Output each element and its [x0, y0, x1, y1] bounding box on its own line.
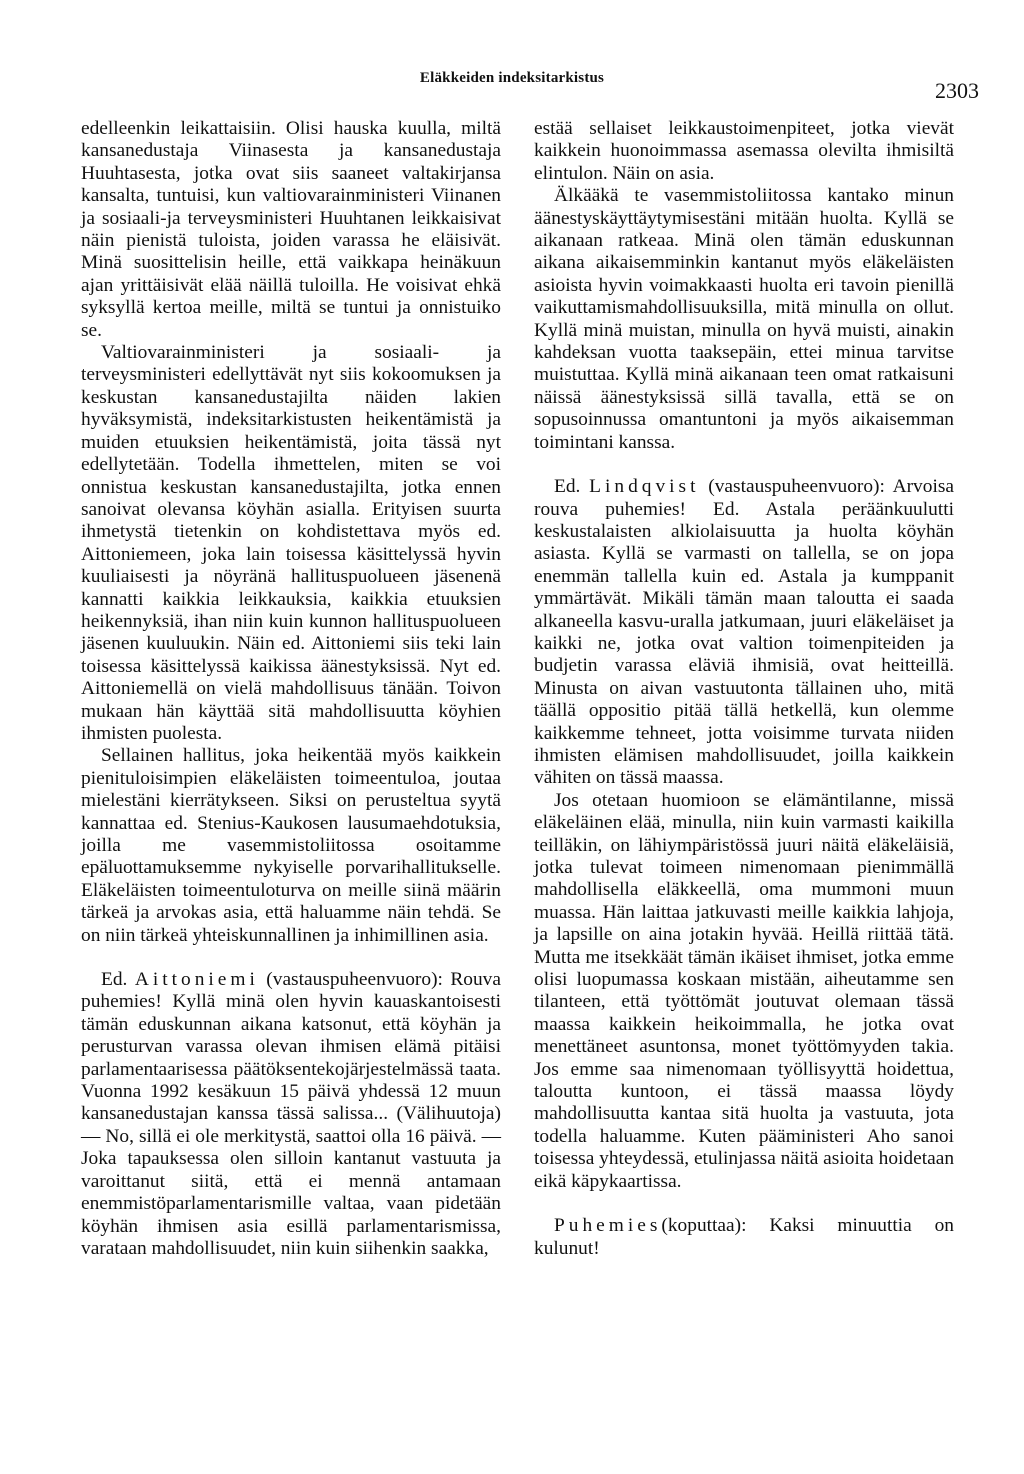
speaker-name: Aittoniemi [134, 969, 259, 991]
paragraph: estää sellaiset leikkaustoimenpiteet, jotka vievät kaikkein huonoimmassa asemassa olevilta ihmisiltä elintulon. Näin on asia. [534, 118, 954, 184]
paragraph: Sellainen hallitus, joka heikentää myös kaikkein pienituloisimpien eläkeläisten toimeentuloa, joutaa mielestäni kierrätykseen. Siksi on perusteltua syytä kannattaa ed. Stenius-Kaukosen lausumaehdotuksia, joilla me vasemmistoliitossa osoitamme epäluottamuksemme nykyiselle porvarihallitukselle. Eläkeläisten toimeentuloturva on meille siinä määrin tärkeä ja arvokas asia, että haluamme näin tehdä. Se on niin tärkeä yhteiskunnallinen ja inhimillinen asia. [81, 745, 501, 946]
paragraph: Jos otetaan huomioon se elämäntilanne, missä eläkeläinen elää, minulla, niin kuin varmasti kaikilla teilläkin, on lähiympäristössä juuri näitä eläkeläisiä, jotka tulevat toimeen nimenomaan pienimmällä mahdollisella eläkkeellä, oma mummoni muun muassa. Hän laittaa jatkuvasti meille kaikkia lahjoja, ja lapsille on aina jotakin hyvää. Heillä riittää tätä. Mutta me itsekkäät tämän ikäiset ihmiset, jotka emme olisi luopumassa koskaan mistään, aiheutamme sen tilanteen, että työttömät joutuvat olemaan tässä maassa kaikkein heikoimmalla, he jotka ovat menettäneet asuntonsa, monet työttömyyden takia. Jos emme saa nimenomaan työllisyyttä hoidettua, taloutta kuntoon, ei tässä maassa löydy mahdollisuutta kantaa sitä huolta ja vastuuta, jota todella haluamme. Kuten pääministeri Aho sanoi toisessa yhteydessä, etulinjassa näitä asioita hoidetaan eikä käpykaartissa. [534, 789, 955, 1192]
speech-text: Rouva puhemies! Kyllä minä olen hyvin kauaskantoisesti tämän eduskunnan aikana katsonut, että köyhän ja perusturvan varassa olevan ihmisen elämä pitäisi parlamentaarisessa päätöksentekojärjestelmässä taata. Vuonna 1992 kesäkuun 15 päivä yhdessä 12 muun kansanedustajan kanssa tässä salissa... (Välihuutoja) — No, sillä ei ole merkitystä, saattoi olla 16 päivä. — Joka tapauksessa olen silloin kantanut vastuuta ja varoittanut siitä, että ei mennä antamaan enemmistöparlamentarismille valtaa, vaan pidetään köyhän ihmisen asia esillä parlamentarismissa, varataan mahdollisuudet, niin kuin siihenkin saakka, [81, 969, 501, 1259]
speaker-timing-note [534, 1215, 954, 1260]
speaker-prefix: Ed. [554, 476, 581, 498]
timing-text: (koputtaa): Kaksi minuuttia on kulunut! [534, 1215, 954, 1259]
right-column [534, 118, 954, 1260]
speech-text: Arvoisa rouva puhemies! Ed. Astala peräänkuulutti keskustalaisten alkiolaisuutta ja huolta köyhän asiasta. Kyllä se varmasti on tallella, se on jopa enemmän tallella kuin ed. Astala ja kumppanit ymmärtävät. Mikäli tämän maan taloutta ei saada alkaneella kasvu-uralla jatkumaan, juuri eläkeläiset ja kaikki ne, jotka ovat valtion toimenpiteiden ja budjetin varassa eläviä ihmisiä, ovat heitteillä. Minusta on aivan vastuutonta tällainen uho, mitä täällä oppositio pitää tällä hetkellä, kun olemme kaikkemme tehneet, jotta voisimme turvata niiden ihmisten elämisen mahdollisuudet, joilla kaikkein vähiten on tässä maassa. [534, 476, 954, 789]
paragraph: edelleenkin leikattaisiin. Olisi hauska kuulla, miltä kansanedustaja Viinasesta ja kansanedustaja Huuhtasesta, jotka ovat siis saaneet valtakirjansa kansalta, tuntuisi, kun valtiovarainministeri Viinanen ja sosiaali-ja terveysministeri Huuhtanen leikkaisivat näin pienistä tuloista, joiden varassa he eläisivät. Minä suosittelisin heille, että vaikkapa heinäkuun ajan yrittäisivät elää näillä tuloilla. He voisivat ehkä syksyllä kertoa meille, miltä se tuntui ja onnistuiko se. [81, 118, 501, 341]
speech-aittoniemi [81, 969, 501, 1260]
speech-lindqvist [534, 476, 954, 790]
page-number: 2303 [935, 78, 979, 103]
speech-note: (vastauspuheenvuoro): [266, 969, 443, 991]
running-title: Eläkkeiden indeksitarkistus [419, 70, 605, 86]
left-column [81, 118, 501, 1260]
speaker-prefix: Ed. [101, 969, 128, 991]
paragraph: Älkääkä te vasemmistoliitossa kantako minun äänestyskäyttäytymisestäni mitään huolta. Kyllä se aikanaan ratkeaa. Minä olen tämän eduskunnan aikana aikaisemminkin kantanut myös eläkeläisten asioista hyvin voimakkaasti huolta eri tavoin pienillä vaikuttamismahdollisuuksilla, mitä minulla on ollut. Kyllä minä muistan, minulla on hyvä muisti, ainakin kahdeksan vuotta taaksepäin, ettei minua tarvitse muistuttaa. Kyllä minä aikanaan teen omat ratkaisuni näissä äänestyksissä sillä tavalla, että se on sopusoinnussa omantuntoni ja myös aikaisemman toimintani kanssa. [534, 185, 954, 453]
speaker-name: Lindqvist [589, 476, 700, 498]
speaker-name: Puhemies [554, 1215, 662, 1237]
paragraph: Valtiovarainministeri ja sosiaali- ja terveysministeri edellyttävät nyt siis kokoomuksen ja keskustan kansanedustajilta näiden lakien hyväksymistä, indeksitarkistusten heikentämistä ja muiden etuuksien heikentämistä, joita tässä nyt edellytetään. Todella ihmettelen, miten se voi onnistua keskustan kansanedustajilta, jotka ennen sanoivat olevansa köyhän asialla. Erityisen suurta ihmetystä tietenkin on kohdistettava myös ed. Aittoniemeen, joka lain toisessa käsittelyssä hyvin kuuliaisesti ja nöyränä hallituspuolueen jäsenenä kannatti kaikkia leikkauksia, kaikkia etuuksien heikennyksiä, ihan niin kuin kunnon hallituspuolueen jäsenen kuuluukin. Näin ed. Aittoniemi siis teki lain toisessa käsittelyssä kaikissa äänestyksissä. Nyt ed. Aittoniemellä on vielä mahdollisuus tänään. Toivon mukaan hän käyttää sitä mahdollisuutta köyhien ihmisten puolesta. [81, 342, 501, 744]
speech-note: (vastauspuheenvuoro): [708, 476, 885, 498]
